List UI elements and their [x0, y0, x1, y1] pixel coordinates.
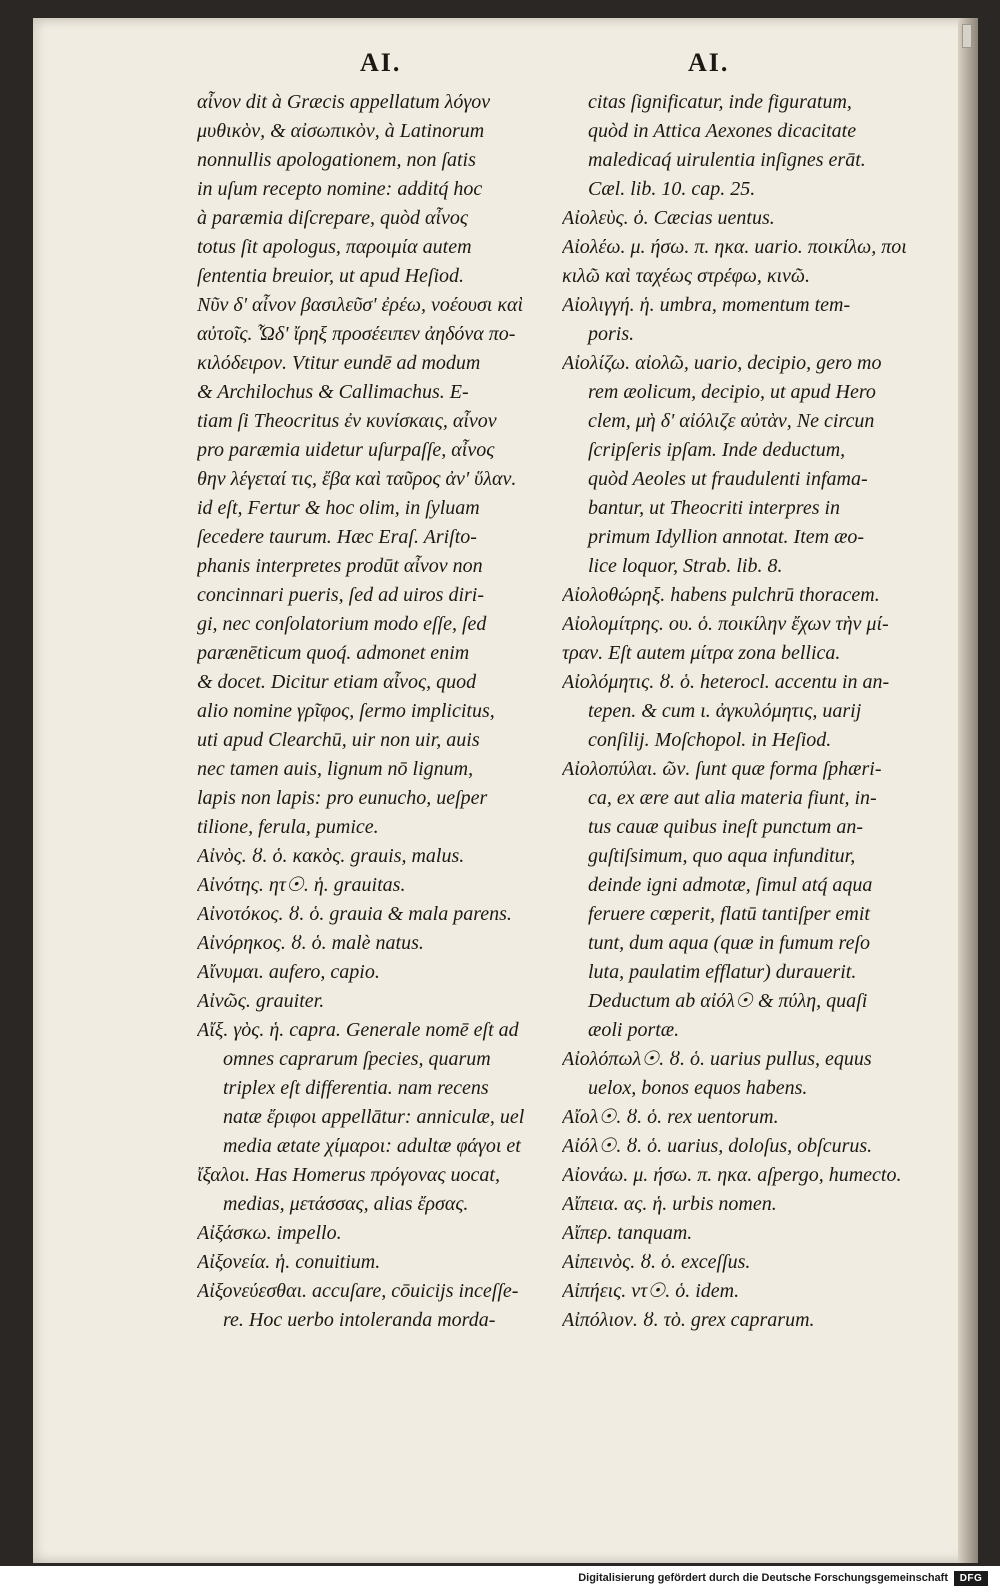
text-line: αὐτοῖς. Ὧδ' ἴρηξ προσέειπεν ἀηδόνα πο- [197, 323, 516, 345]
right-text-column [562, 88, 922, 1335]
funding-credit: Digitalisierung gefördert durch die Deutsche Forschungsgemeinschaft [578, 1572, 948, 1584]
page-spine-shadow [958, 18, 978, 1563]
text-line: Αἰολέω. μ. ήσω. π. ηκα. uario. ποικίλω, ποι [562, 236, 907, 258]
text-line: nec tamen auis, lignum nō lignum, [197, 758, 474, 780]
text-line: uti apud Clearchū, uir non uir, auis [197, 729, 480, 751]
text-line: tus cauæ quibus ineſt punctum an- [588, 816, 863, 838]
text-line: lice loquor, Strab. lib. 8. [588, 555, 783, 577]
text-line: luta, paulatim efflatur) durauerit. [588, 961, 857, 983]
text-line: pro paræmia uidetur uſurpaſſe, αἶνος [197, 439, 495, 461]
running-head-right: AI. [688, 48, 730, 77]
text-line: κιλῶ καὶ ταχέως στρέφω, κινῶ. [562, 265, 811, 287]
text-line: Αἰνόρηκος. ȣ. ὁ. malè natus. [197, 932, 424, 954]
text-line: alio nomine γρῖφος, ſermo implicitus, [197, 700, 495, 722]
text-line: Αἴνυμαι. aufero, capio. [197, 961, 380, 983]
text-line: Αἴολ☉. ȣ. ὁ. rex uentorum. [562, 1106, 779, 1128]
text-line: ca, ex ære aut alia materia fiunt, in- [588, 787, 877, 809]
text-line: tepen. & cum ι. ἀγκυλόμητις, uarij [588, 700, 862, 722]
text-line: Αἰολόπωλ☉. ȣ. ὁ. uarius pullus, equus [562, 1048, 872, 1070]
text-line: uelox, bonos equos habens. [588, 1077, 808, 1099]
text-line: Αἰπόλιον. ȣ. τὸ. grex caprarum. [562, 1309, 815, 1331]
text-line: Αἰόλ☉. ȣ. ὁ. uarius, doloſus, obſcurus. [562, 1135, 873, 1157]
text-line: primum Idyllion annotat. Item æo- [588, 526, 865, 548]
text-line: medias, μετάσσας, alias ἔρσας. [223, 1193, 469, 1215]
text-line: feruere cœperit, flatū tantiſper emit [588, 903, 870, 925]
text-line: Αἰπεινὸς. ȣ. ὁ. exceſſus. [562, 1251, 751, 1273]
text-line: tiam ſi Theocritus ἐν κυνίσκαις, αἶνον [197, 410, 497, 432]
text-line: Αἰολεὺς. ὁ. Cæcias uentus. [562, 207, 775, 229]
text-line: Αἰολίζω. αἰολῶ, uario, decipio, gero mo [562, 352, 882, 374]
text-line: concinnari pueris, ſed ad uiros diri- [197, 584, 485, 606]
text-line: ἴξαλοι. Has Homerus πρόγονας uocat, [197, 1164, 500, 1186]
text-line: triplex eſt differentia. nam recens [223, 1077, 489, 1099]
text-line: Αἰολόμητις. ȣ. ὁ. heterocl. accentu in an- [562, 671, 890, 693]
text-line: Αἰξάσκω. impello. [197, 1222, 342, 1244]
text-line: Cæl. lib. 10. cap. 25. [588, 178, 756, 200]
text-line: poris. [588, 323, 635, 345]
text-line: Αἰονάω. μ. ήσω. π. ηκα. aſpergo, humecto. [562, 1164, 902, 1186]
text-line: αἶνον dit à Græcis appellatum λόγον [197, 91, 491, 113]
text-line: Αἰνότης. ητ☉. ἡ. grauitas. [197, 874, 406, 896]
text-line: bantur, ut Theocriti interpres in [588, 497, 841, 519]
text-line: Αἰολιγγή. ἡ. umbra, momentum tem- [562, 294, 851, 316]
text-line: ſecedere taurum. Hæc Eraſ. Ariſto- [197, 526, 477, 548]
text-line: Αἴξ. γὸς. ἡ. capra. Generale nomē eſt ad [197, 1019, 519, 1041]
text-line: parænēticum quoq́. admonet enim [197, 642, 470, 664]
text-line: natæ ἔριφοι appellātur: anniculæ, uel [223, 1106, 525, 1128]
text-line: κιλόδειρον. Vtitur eundē ad modum [197, 352, 481, 374]
text-line: Αἰολομίτρης. ου. ὁ. ποικίλην ἔχων τὴν μί- [562, 613, 889, 635]
text-line: in uſum recepto nomine: additq́ hoc [197, 178, 483, 200]
text-line: Αἰξονεύεσθαι. accuſare, cōuicijs inceſſe- [197, 1280, 519, 1302]
text-line: æoli portæ. [588, 1019, 680, 1041]
text-line: μυθικὸν, & αἰσωπικὸν, à Latinorum [197, 120, 485, 142]
text-line: Αἴπεια. ας. ἡ. urbis nomen. [562, 1193, 777, 1215]
dfg-logo: DFG [954, 1571, 988, 1586]
text-line: à paræmia diſcrepare, quòd αἶνος [197, 207, 468, 229]
text-line: Αἰπήεις. ντ☉. ὁ. idem. [562, 1280, 740, 1302]
text-line: clem, μὴ δ' αἰόλιζε αὐτὰν, Ne circun [588, 410, 875, 432]
text-line: phanis interpretes prodūt αἶνον non [197, 555, 483, 577]
text-line: & docet. Dicitur etiam αἶνος, quod [197, 671, 477, 693]
text-line: Αἴπερ. tanquam. [562, 1222, 693, 1244]
running-head-left: AI. [360, 48, 402, 77]
text-line: Deductum ab αἰόλ☉ & πύλη, quaſi [588, 990, 868, 1012]
text-line: tilione, ferula, pumice. [197, 816, 379, 838]
text-line: rem æolicum, decipio, ut apud Hero [588, 381, 876, 403]
text-line: ſententia breuior, ut apud Heſiod. [197, 265, 465, 287]
left-text-column [197, 88, 557, 1335]
text-line: Αἰνοτόκος. ȣ. ὁ. grauia & mala parens. [197, 903, 512, 925]
text-line: tunt, dum aqua (quæ in fumum reſo [588, 932, 871, 954]
text-line: Αἰνῶς. grauiter. [197, 990, 325, 1012]
text-line: id eſt, Fertur & hoc olim, in ſyluam [197, 497, 480, 519]
text-line: ſcripſeris ipſam. Inde deductum, [588, 439, 846, 461]
text-line: gi, nec conſolatorium modo eſſe, ſed [197, 613, 487, 635]
text-line: quòd Aeoles ut fraudulenti infama- [588, 468, 868, 490]
text-line: guſtiſsimum, quo aqua infunditur, [588, 845, 856, 867]
text-line: maledicaq́ uirulentia inſignes erāt. [588, 149, 866, 171]
text-line: conſilij. Moſchopol. in Heſiod. [588, 729, 832, 751]
text-line: lapis non lapis: pro eunucho, ueſper [197, 787, 488, 809]
text-line: citas ſignificatur, inde figuratum, [588, 91, 852, 113]
text-line: Αἰξονεία. ἡ. conuitium. [197, 1251, 381, 1273]
text-line: quòd in Attica Aexones dicacitate [588, 120, 857, 142]
text-line: & Archilochus & Callimachus. E- [197, 381, 469, 403]
text-line: deinde igni admotæ, ſimul atq́ aqua [588, 874, 873, 896]
page-edge-tab [962, 24, 972, 48]
text-line: Νῦν δ' αἶνον βασιλεῦσ' ἐρέω, νοέουσι καὶ [197, 294, 524, 316]
text-line: θην λέγεταί τις, ἔβα καὶ ταῦρος ἀν' ὕλαν. [197, 468, 517, 490]
text-line: nonnullis apologationem, non ſatis [197, 149, 476, 171]
text-line: Αἰολοθώρηξ. habens pulchrū thoracem. [562, 584, 880, 606]
text-line: media ætate χίμαροι: adultæ φάγοι et [223, 1135, 521, 1157]
text-line: Αἰολοπύλαι. ῶν. ſunt quæ forma ſphæri- [562, 758, 882, 780]
text-line: τραν. Eſt autem μίτρα zona bellica. [562, 642, 841, 664]
text-line: totus ſit apologus, παροιμία autem [197, 236, 472, 258]
text-line: re. Hoc uerbo intoleranda morda- [223, 1309, 496, 1331]
text-line: omnes caprarum ſpecies, quarum [223, 1048, 491, 1070]
text-line: Αἰνὸς. ȣ. ὁ. κακὸς. grauis, malus. [197, 845, 465, 867]
